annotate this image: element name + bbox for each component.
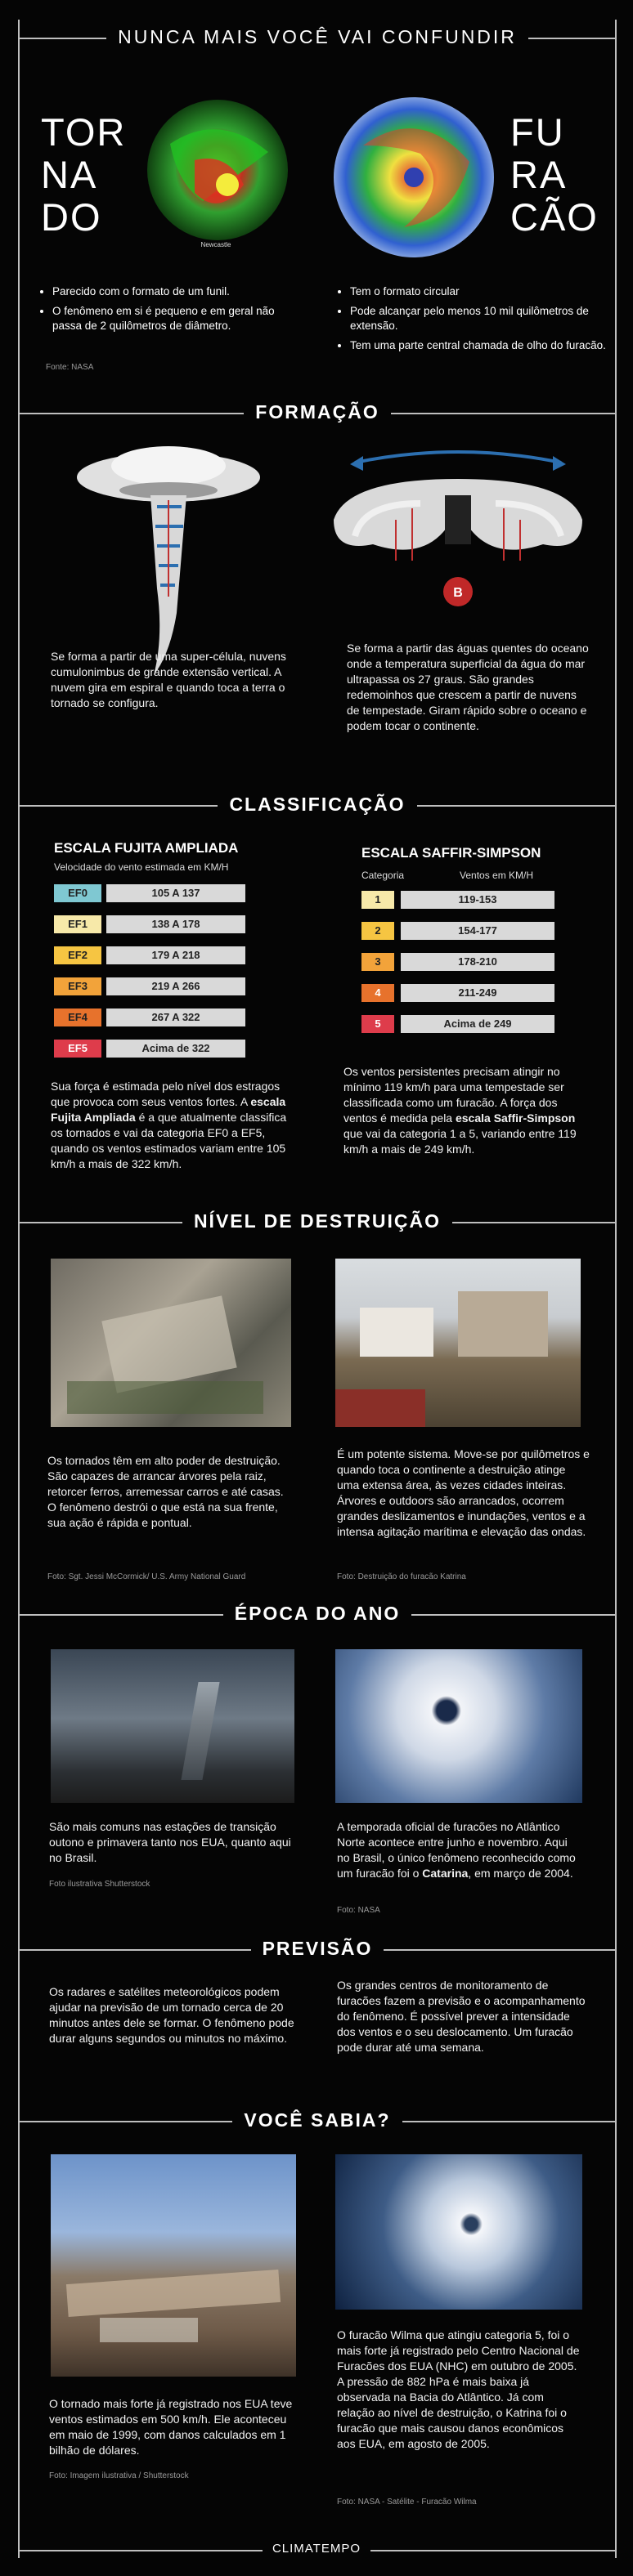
fujita-range: 179 A 218 xyxy=(106,946,245,964)
hurricane-formation-diagram xyxy=(330,446,586,610)
fujita-heading: ESCALA FUJITA AMPLIADA xyxy=(54,840,239,856)
climatempo-logo: CLIMATEMPO xyxy=(263,2542,370,2556)
tornado-radar-image xyxy=(146,95,290,255)
saffir-range: Acima de 249 xyxy=(401,1015,554,1033)
previsao-title: PREVISÃO xyxy=(18,1938,617,1960)
tornado-formation-text: Se forma a partir de uma super-célula, nuvens cumulonimbus de grande extensão vertical. A nuvem gira em espiral e quando toca a terra o tornado se configura. xyxy=(51,650,286,709)
fujita-range: 138 A 178 xyxy=(106,915,245,933)
tornado-fact-text: O tornado mais forte já registrado nos EUA teve ventos estimados em 500 km/h. Ele aconteceu em maio de 1999, com danos calculados em 1 bilhão de dólares. xyxy=(49,2397,293,2457)
svg-text:B: B xyxy=(453,586,463,600)
furacao-bullets: • Tem o formato circular • Pode alcançar pelo menos 10 mil quilômetros de extensão. • Tem uma parte central chamada de olho do furacão. xyxy=(339,284,612,358)
furacao-word: FU RA CÃO xyxy=(510,110,599,239)
saffir-range: 211-249 xyxy=(401,984,554,1002)
saffir-row xyxy=(361,984,554,1002)
fujita-category: EF2 xyxy=(54,946,101,964)
furacao-season-text: A temporada oficial de furacões no Atlântico Norte acontece entre junho e novembro. Aqui no Brasil, o único fenômeno reconhecido como um furacão foi o Catarina, em março de 2004. xyxy=(337,1820,576,1880)
tornado-fact-source: Foto: Imagem ilustrativa / Shutterstock xyxy=(49,2471,189,2480)
saffir-category: 4 xyxy=(361,984,394,1002)
saffir-range: 154-177 xyxy=(401,922,554,940)
tornado-forecast-text: Os radares e satélites meteorológicos podem ajudar na previsão de um tornado cerca de 20 minutos antes dele se formar. O fenômeno pode durar alguns segundos ou minutos no máximo. xyxy=(49,1985,294,2045)
fujita-row xyxy=(54,915,245,933)
furacao-fact-source: Foto: NASA - Satélite - Furacão Wilma xyxy=(337,2498,477,2507)
saffir-text: Os ventos persistentes precisam atingir no mínimo 119 km/h para uma tempestade ser classificada como um furacão. A força dos ventos é medida pela escala Saffir-Simpson que vai da categoria 1 a 5, variando entre 119 km/h a mais de 249 km/h. xyxy=(343,1065,577,1156)
footer xyxy=(0,2542,633,2556)
furacao-damage-source: Foto: Destruição do furacão Katrina xyxy=(337,1572,466,1581)
furacao-fact-text: O furacão Wilma que atingiu categoria 5, foi o mais forte já registrado pelo Centro Nacional de Furacões dos EUA (NHC) em outubro de 2005. A pressão de 882 hPa é mais baixa já observada na Bacia do Atlântico. Já com relação ao nível de destruição, o Katrina foi o furacão que mais causou danos econômicos aos EUA, em agosto de 2005. xyxy=(337,2328,580,2450)
furacao-season-source: Foto: NASA xyxy=(337,1906,380,1915)
tornado-damage-source: Foto: Sgt. Jessi McCormick/ U.S. Army National Guard xyxy=(47,1572,246,1581)
saffir-range: 119-153 xyxy=(401,891,554,909)
tornado-damage-photo xyxy=(51,1259,291,1427)
tornado-fact-photo xyxy=(51,2154,296,2377)
saffir-table xyxy=(361,891,554,1046)
fujita-category: EF1 xyxy=(54,915,101,933)
destruicao-title: NÍVEL DE DESTRUIÇÃO xyxy=(18,1210,617,1232)
fujita-category: EF0 xyxy=(54,884,101,902)
saffir-row xyxy=(361,1015,554,1033)
tornado-word: TOR NA DO xyxy=(41,110,127,239)
hurricane-wilma-photo xyxy=(335,2154,582,2310)
saffir-col-category: Categoria xyxy=(361,870,405,881)
fujita-row xyxy=(54,884,245,902)
hurricane-season-photo xyxy=(335,1649,582,1803)
fujita-table xyxy=(54,884,245,1064)
fujita-range: 267 A 322 xyxy=(106,1008,245,1026)
fujita-row xyxy=(54,1008,245,1026)
saffir-category: 1 xyxy=(361,891,394,909)
fujita-row xyxy=(54,1040,245,1058)
hurricane-radar-image xyxy=(330,96,497,258)
intro-source: Fonte: NASA xyxy=(46,363,94,372)
fujita-row xyxy=(54,946,245,964)
fujita-subheading: Velocidade do vento estimada em KM/H xyxy=(54,861,229,873)
fujita-range: Acima de 322 xyxy=(106,1040,245,1058)
fujita-range: 105 A 137 xyxy=(106,884,245,902)
furacao-forecast-text: Os grandes centros de monitoramento de furacões fazem a previsão e o acompanhamento do fenômeno. É possível prever a intensidade dos ventos e o seu deslocamento. Um furacão pode durar até uma semana. xyxy=(337,1979,586,2054)
page-title: NUNCA MAIS VOCÊ VAI CONFUNDIR xyxy=(18,26,617,48)
hurricane-damage-photo xyxy=(335,1259,581,1427)
epoca-title: ÉPOCA DO ANO xyxy=(18,1603,617,1625)
tornado-season-text: São mais comuns nas estações de transição outono e primavera tanto nos EUA, quanto aqui no Brasil. xyxy=(49,1820,291,1864)
tornado-season-source: Foto ilustrativa Shutterstock xyxy=(49,1880,150,1889)
saffir-row xyxy=(361,891,554,909)
sabia-title: VOCÊ SABIA? xyxy=(18,2109,617,2131)
saffir-category: 5 xyxy=(361,1015,394,1033)
furacao-formation-text: Se forma a partir das águas quentes do oceano onde a temperatura superficial da água do mar ultrapassa os 27 graus. São grandes redemoinhos que crescem a partir de nuvens de tempestade. Giram rápido sobre o oceano e podem tocar o continente. xyxy=(347,642,589,732)
tornado-damage-text: Os tornados têm em alto poder de destruição. São capazes de arrancar árvores pela raiz, retorcer ferros, arremessar carros e até casas. O fenômeno destrói o que está na sua frente, sua ação é rápida e pontual. xyxy=(47,1454,284,1529)
tornado-season-photo xyxy=(51,1649,294,1803)
saffir-col-winds: Ventos em KM/H xyxy=(460,870,534,881)
fujita-range: 219 A 266 xyxy=(106,977,245,995)
saffir-row xyxy=(361,922,554,940)
saffir-heading: ESCALA SAFFIR-SIMPSON xyxy=(361,845,541,861)
tornado-formation-diagram xyxy=(72,441,265,683)
furacao-damage-text: É um potente sistema. Move-se por quilômetros e quando toca o continente a destruição atinge uma extensa área, às vezes cidades inteiras. Árvores e outdoors são arrancados, ocorrem grandes deslizamentos e inundações, ventos e a intensa agitação marítima e elevação das ondas. xyxy=(337,1447,590,1538)
fujita-category: EF3 xyxy=(54,977,101,995)
fujita-row xyxy=(54,977,245,995)
saffir-range: 178-210 xyxy=(401,953,554,971)
fujita-category: EF4 xyxy=(54,1008,101,1026)
tornado-bullets: • Parecido com o formato de um funil. • O fenômeno em si é pequeno e em geral não passa de 2 quilômetros de diâmetro. xyxy=(41,284,298,338)
classificacao-title: CLASSIFICAÇÃO xyxy=(18,794,617,816)
formacao-title: FORMAÇÃO xyxy=(18,401,617,423)
svg-text:Newcastle: Newcastle xyxy=(200,241,231,248)
saffir-category: 2 xyxy=(361,922,394,940)
fujita-text: Sua força é estimada pelo nível dos estragos que provoca com seus ventos fortes. A escala Fujita Ampliada é a que atualmente classifica os tornados e vai da categoria EF0 a EF5, quando os ventos estimados variam entre 105 km/h a mais de 322 km/h. xyxy=(51,1080,287,1170)
fujita-category: EF5 xyxy=(54,1040,101,1058)
saffir-row xyxy=(361,953,554,971)
saffir-category: 3 xyxy=(361,953,394,971)
